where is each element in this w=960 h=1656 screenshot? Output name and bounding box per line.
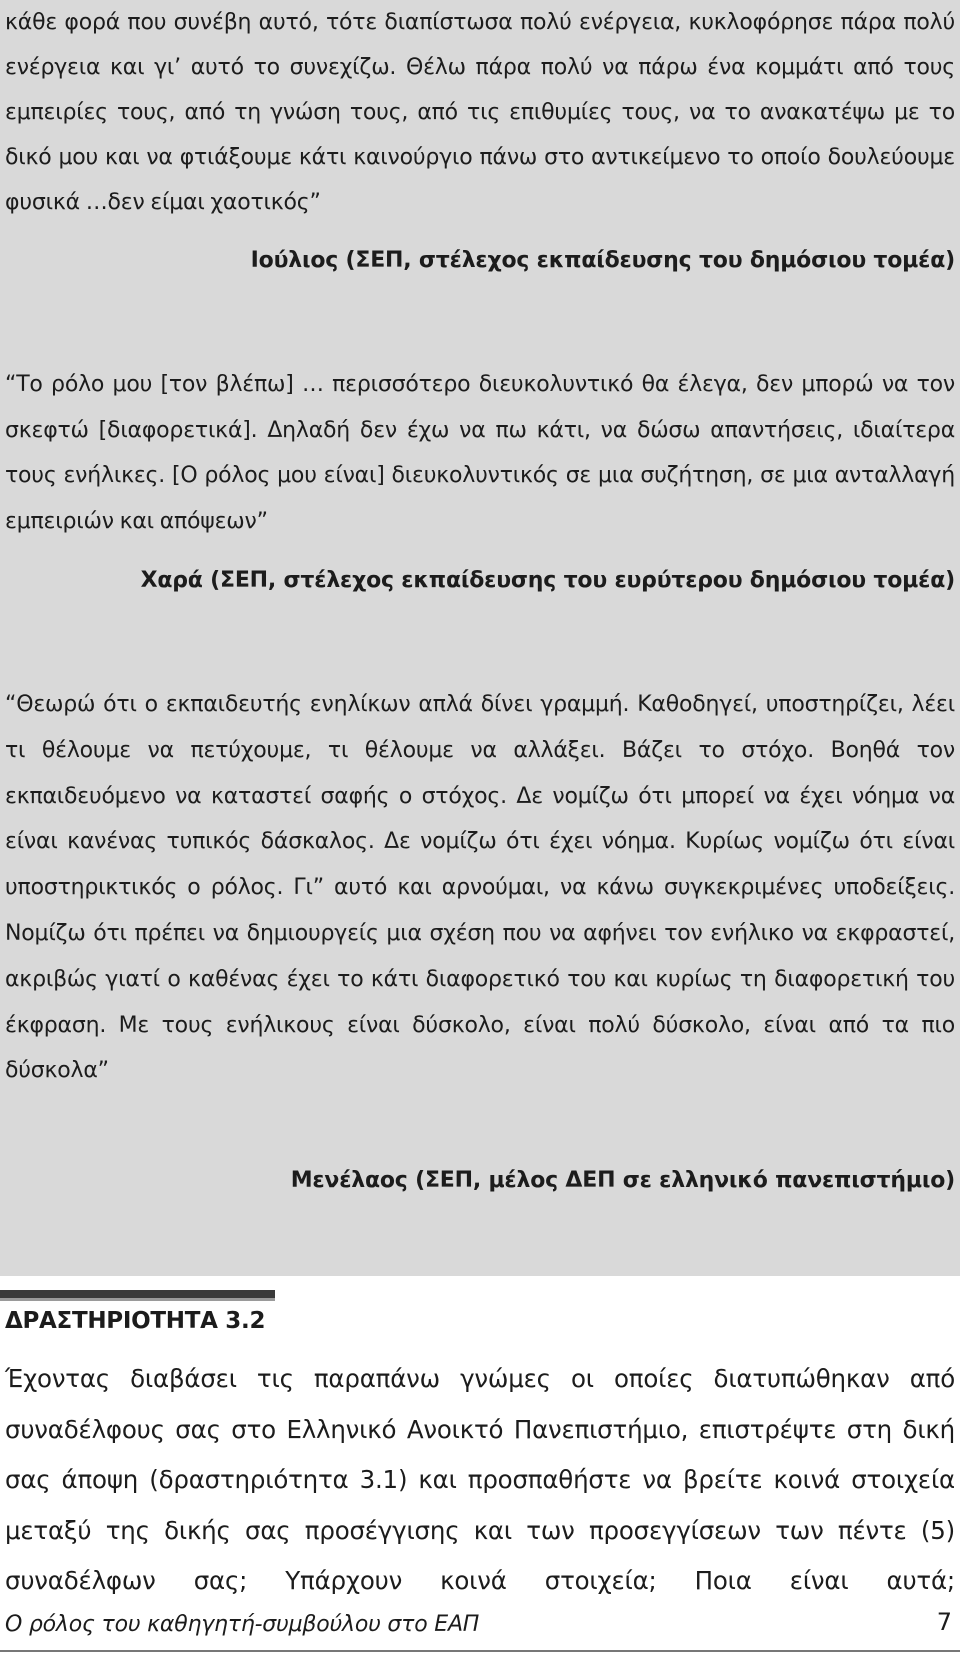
footer-title: Ο ρόλος του καθηγητή-συμβούλου στο ΕΑΠ — [5, 1612, 480, 1637]
quote-attribution-chara: Χαρά (ΣΕΠ, στέλεχος εκπαίδευσης του ευρύτερου δημόσιου τομέα) — [140, 568, 955, 593]
activity-text: Έχοντας διαβάσει τις παραπάνω γνώμες οι οποίες διατυπώθηκαν από συναδέλφους σας στο Ελληνικό Ανοικτό Πανεπιστήμιο, επιστρέψτε στη δική σας άποψη (δραστηριότητα 3.1) και προσπαθήστε να βρείτε κοινά στοιχεία μεταξύ της δικής σας προσέγγισης και των προσεγγίσεων των πέντε (5) συναδέλφων σας; Υπάρχουν κοινά στοιχεία; Ποια είναι αυτά; — [5, 1364, 955, 1595]
activity-heading: ΔΡΑΣΤΗΡΙΟΤΗΤΑ 3.2 — [5, 1308, 266, 1334]
quote-text-menelaos: “Θεωρώ ότι ο εκπαιδευτής ενηλίκων απλά δίνει γραμμή. Καθοδηγεί, υποστηρίζει, λέει τι θέλουμε να πετύχουμε, τι θέλουμε να αλλάξει. Βάζει το στόχο. Βοηθά τον εκπαιδευόμενο να καταστεί σαφής ο στόχος. Δε νομίζω ότι μπορεί να έχει νόημα να είναι κανένας τυπικός δάσκαλος. Δε νομίζω ότι έχει νόημα. Κυρίως νομίζω ότι είναι υποστηρικτικός ο ρόλος. Γι” αυτό και αρνούμαι, να κάνω συγκεκριμένες υποδείξεις. Νομίζω ότι πρέπει να δημιουργείς μια σχέση που να αφήνει τον ενήλικο να εκφραστεί, ακριβώς γιατί ο καθένας έχει το κάτι διαφορετικό του και κυρίως τη διαφορετική του έκφραση. Με τους ενήλικους είναι δύσκολο, είναι πολύ δύσκολο, είναι από τα πιο δύσκολα” — [5, 692, 955, 1084]
quote-attribution-menelaos: Μενέλαος (ΣΕΠ, μέλος ΔΕΠ σε ελληνικό πανεπιστήμιο) — [290, 1168, 955, 1193]
page-number: 7 — [936, 1608, 952, 1636]
quote-attribution-ioulios: Ιούλιος (ΣΕΠ, στέλεχος εκπαίδευσης του δημόσιου τομέα) — [250, 248, 955, 273]
section-divider-bar — [0, 1290, 275, 1301]
quote-text-ioulios: κάθε φορά που συνέβη αυτό, τότε διαπίστωσα πολύ ενέργεια, κυκλοφόρησε πάρα πολύ ενέργεια και γι’ αυτό το συνεχίζω. Θέλω πάρα πολύ να πάρω ένα κομμάτι από τους εμπειρίες τους, από τη γνώση τους, από τις επιθυμίες τους, να το ανακατέψω με το δικό μου και να φτιάξουμε κάτι καινούργιο πάνω στο αντικείμενο το οποίο δουλεύουμε φυσικά …δεν είμαι χαοτικός” — [5, 10, 955, 215]
footer-divider — [0, 1650, 960, 1652]
quote-text-chara: “Το ρόλο μου [τον βλέπω] … περισσότερο διευκολυντικό θα έλεγα, δεν μπορώ να τον σκεφτώ [διαφορετικά]. Δηλαδή δεν έχω να πω κάτι, να δώσω απαντήσεις, ιδιαίτερα τους ενήλικες. [Ο ρόλος μου είναι] διευκολυντικός σε μια συζήτηση, σε μια ανταλλαγή εμπειριών και απόψεων” — [5, 372, 955, 534]
